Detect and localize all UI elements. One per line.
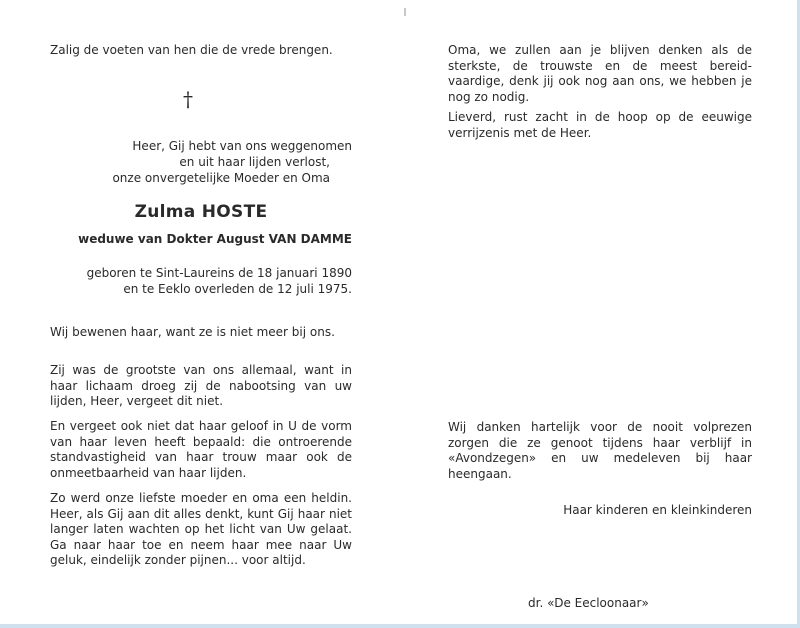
birth-death-info	[50, 265, 352, 297]
printer-credit: dr. «De Eecloonaar»	[528, 596, 649, 610]
left-paragraph-1: Wij bewenen haar, want ze is niet meer bij ons.	[50, 325, 335, 339]
left-paragraph-4: Zo werd onze liefste moeder en oma een heldin. Heer, als Gij aan dit alles denkt, kunt Gij haar niet langer laten wachten op het licht van Uw gelaat. Ga naar haar toe en neem haar mee naar Uw geluk, eindelijk zonder pijnen... voor altijd.	[50, 491, 352, 567]
right-paragraph-2: Lieverd, rust zacht in de hoop op de eeuwige verrijzenis met de Heer.	[448, 110, 752, 140]
prayer-line-2: en uit haar lijden verlost,	[179, 155, 330, 169]
right-paragraph-1: Oma, we zullen aan je blijven denken als de sterkste, de trouwste en de meest bereid-vaardige, denk jij ook nog aan ons, we hebben je nog zo nodig.	[448, 43, 752, 104]
motto: Zalig de voeten van hen die de vrede brengen.	[50, 43, 333, 57]
left-paragraph-3: En vergeet ook niet dat haar geloof in U de vorm van haar leven heeft bepaald: die ontroerende standvastigheid van haar trouw maar ook de onmeetbaarheid van haar lijden.	[50, 419, 352, 480]
family-signature: Haar kinderen en kleinkinderen	[563, 503, 752, 517]
left-paragraph-2: Zij was de grootste van ons allemaal, want in haar lichaam droeg zij de nabootsing van uw lijden, Heer, vergeet dit niet.	[50, 363, 352, 408]
deceased-name: Zulma HOSTE	[134, 202, 268, 222]
prayer	[50, 138, 352, 186]
birth-line: geboren te Sint-Laureins de 18 januari 1890	[86, 266, 352, 280]
death-line: en te Eeklo overleden de 12 juli 1975.	[123, 282, 352, 296]
prayer-line-1: Heer, Gij hebt van ons weggenomen	[132, 139, 352, 153]
prayer-line-3: onze onvergetelijke Moeder en Oma	[112, 171, 330, 185]
fold-mark	[404, 8, 406, 16]
widow-line: weduwe van Dokter August VAN DAMME	[78, 232, 352, 246]
thanks-paragraph: Wij danken hartelijk voor de nooit volprezen zorgen die ze genoot tijdens haar verblijf in «Avondzegen» en uw medeleven bij haar heengaan.	[448, 420, 752, 481]
cross-icon: †	[183, 87, 193, 111]
